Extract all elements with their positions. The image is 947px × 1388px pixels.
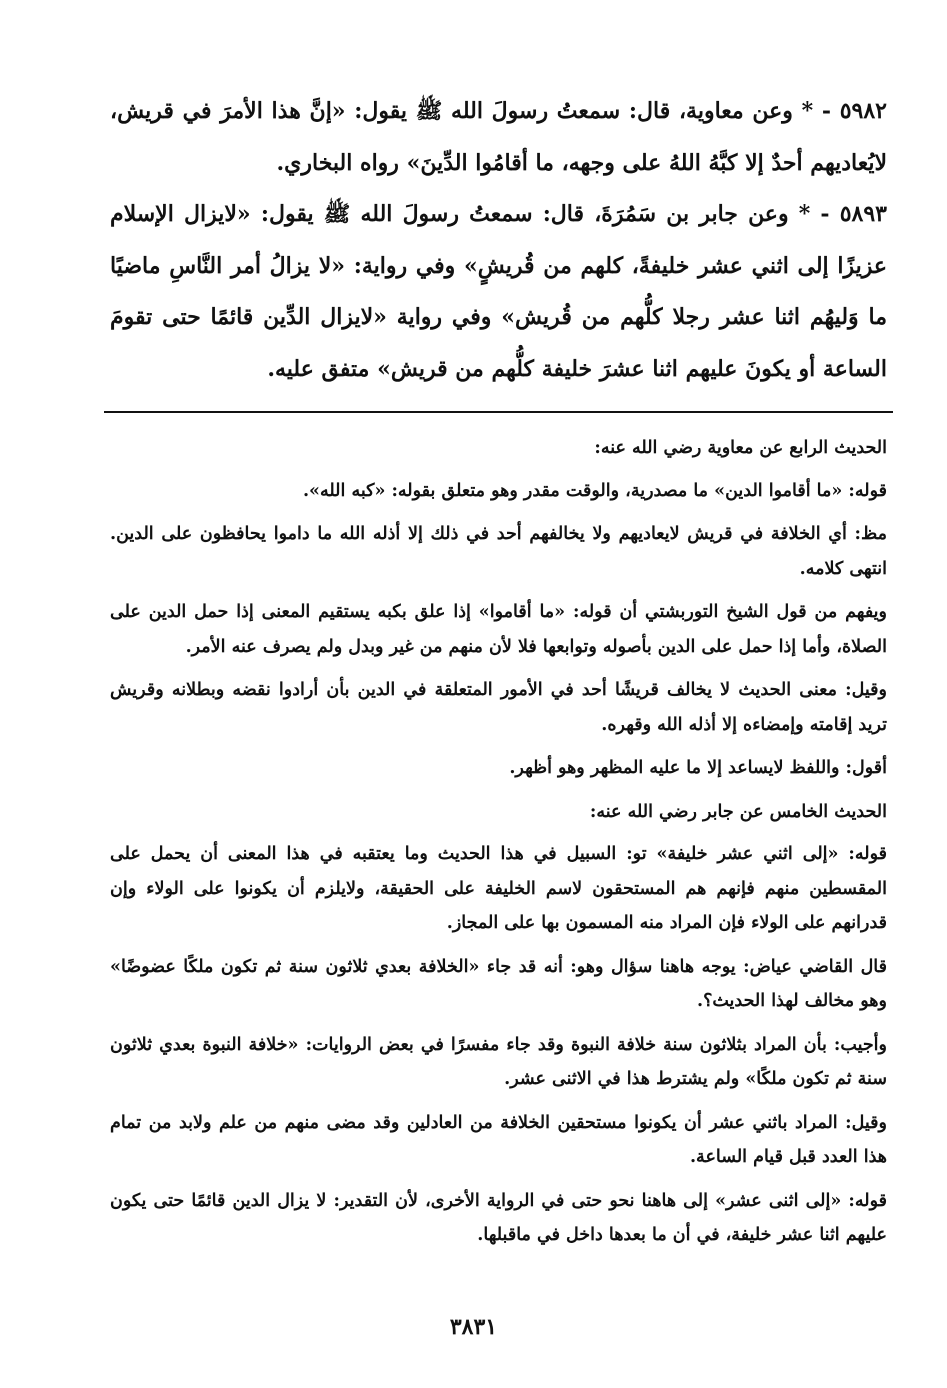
commentary-paragraph: مظ: أي الخلافة في قريش لايعاديهم ولا يخالفهم أحد في ذلك إلا أذله الله ما داموا يحافظون على الدين. انتهى كلامه.: [110, 524, 887, 579]
commentary-paragraph: وقيل: المراد باثني عشر أن يكونوا مستحقين الخلافة من العادلين وقد مضى منهم من علم ولابد من تمام هذا العدد قبل قيام الساعة.: [110, 1112, 887, 1167]
commentary-section: [110, 431, 887, 1253]
commentary-paragraph: وقيل: معنى الحديث لا يخالف قريشًا أحد في الأمور المتعلقة في الدين بأن أرادوا نقضه وبطلانه وقريش تريد إقامته وإمضاءه إلا أذله الله وقهره.: [110, 680, 887, 735]
commentary-paragraph: قوله: «إلى اثني عشر خليفة» تو: السبيل في هذا الحديث وما يعتقبه في هذا المعنى أن يحمل على المقسطين منهم فإنهم هم المستحقون لاسم الخليفة على الحقيقة، ولايلزم أن يكونوا على الولاء وإن قدرانهم على الولاء فإن المراد منه المسمون بها على المجاز.: [110, 844, 887, 933]
hadith-5982: ٥٩٨٢ - * وعن معاوية، قال: سمعتُ رسولَ الله ﷺ يقول: «إنَّ هذا الأمرَ في قريش، لايُعاديهم أحدٌ إلا كبَّهُ اللهُ على وجهه، ما أقامُوا الدِّينَ» رواه البخاري.: [110, 98, 887, 176]
main-hadith-text: [110, 86, 887, 395]
commentary-heading-jabir: الحديث الخامس عن جابر رضي الله عنه:: [589, 801, 887, 822]
commentary-paragraph: قوله: «ما أقاموا الدين» ما مصدرية، والوقت مقدر وهو متعلق بقوله: «كبه الله».: [302, 480, 887, 501]
commentary-paragraph: قوله: «إلى اثنى عشر» إلى هاهنا نحو حتى في الرواية الأخرى، لأن التقدير: لا يزال الدين قائمًا حتى يكون عليهم اثنا عشر خليفة، في أن ما بعدها داخل في ماقبلها.: [110, 1190, 887, 1245]
page-number: ٣٨٣١: [449, 1314, 498, 1340]
commentary-paragraph: وأجيب: بأن المراد بثلاثون سنة خلافة النبوة وقد جاء مفسرًا في بعض الروايات: «خلافة النبوة بعدي ثلاثون سنة ثم تكون ملكًا» ولم يشترط هذا في الاثنى عشر.: [110, 1034, 887, 1089]
book-page: [110, 86, 887, 1388]
commentary-paragraph: ويفهم من قول الشيخ التوربشتي أن قوله: «ما أقاموا» إذا علق بكبه يستقيم المعنى إذا حمل الدين على الصلاة، وأما إذا حمل على الدين بأصوله وتوابعها فلا لأن منهم من غير وبدل ولم يصرف عنه الأمر.: [110, 602, 887, 657]
section-divider: [104, 411, 893, 413]
hadith-5893: ٥٨٩٣ - * وعن جابر بن سَمُرَةَ، قال: سمعتُ رسولَ الله ﷺ يقول: «لايزال الإسلام عزيزًا إلى اثني عشر خليفةً، كلهم من قُريشٍ» وفي رواية: «لا يزالُ أمر النَّاسِ ماضيًا ما وَليهُم اثنا عشر رجلا كلُّهم من قُريش» وفي رواية «لايزال الدِّين قائمًا حتى تقومَ الساعة أو يكونَ عليهم اثنا عشرَ خليفة كلُّهم من قريش» متفق عليه.: [110, 201, 887, 382]
commentary-paragraph: أقول: واللفظ لايساعد إلا ما عليه المظهر وهو أظهر.: [509, 758, 887, 778]
commentary-heading-muawiya: الحديث الرابع عن معاوية رضي الله عنه:: [594, 438, 887, 458]
commentary-paragraph: قال القاضي عياض: يوجه هاهنا سؤال وهو: أنه قد جاء «الخلافة بعدي ثلاثون سنة ثم تكون ملكًا عضوضًا» وهو مخالف لهذا الحديث؟.: [110, 956, 887, 1011]
